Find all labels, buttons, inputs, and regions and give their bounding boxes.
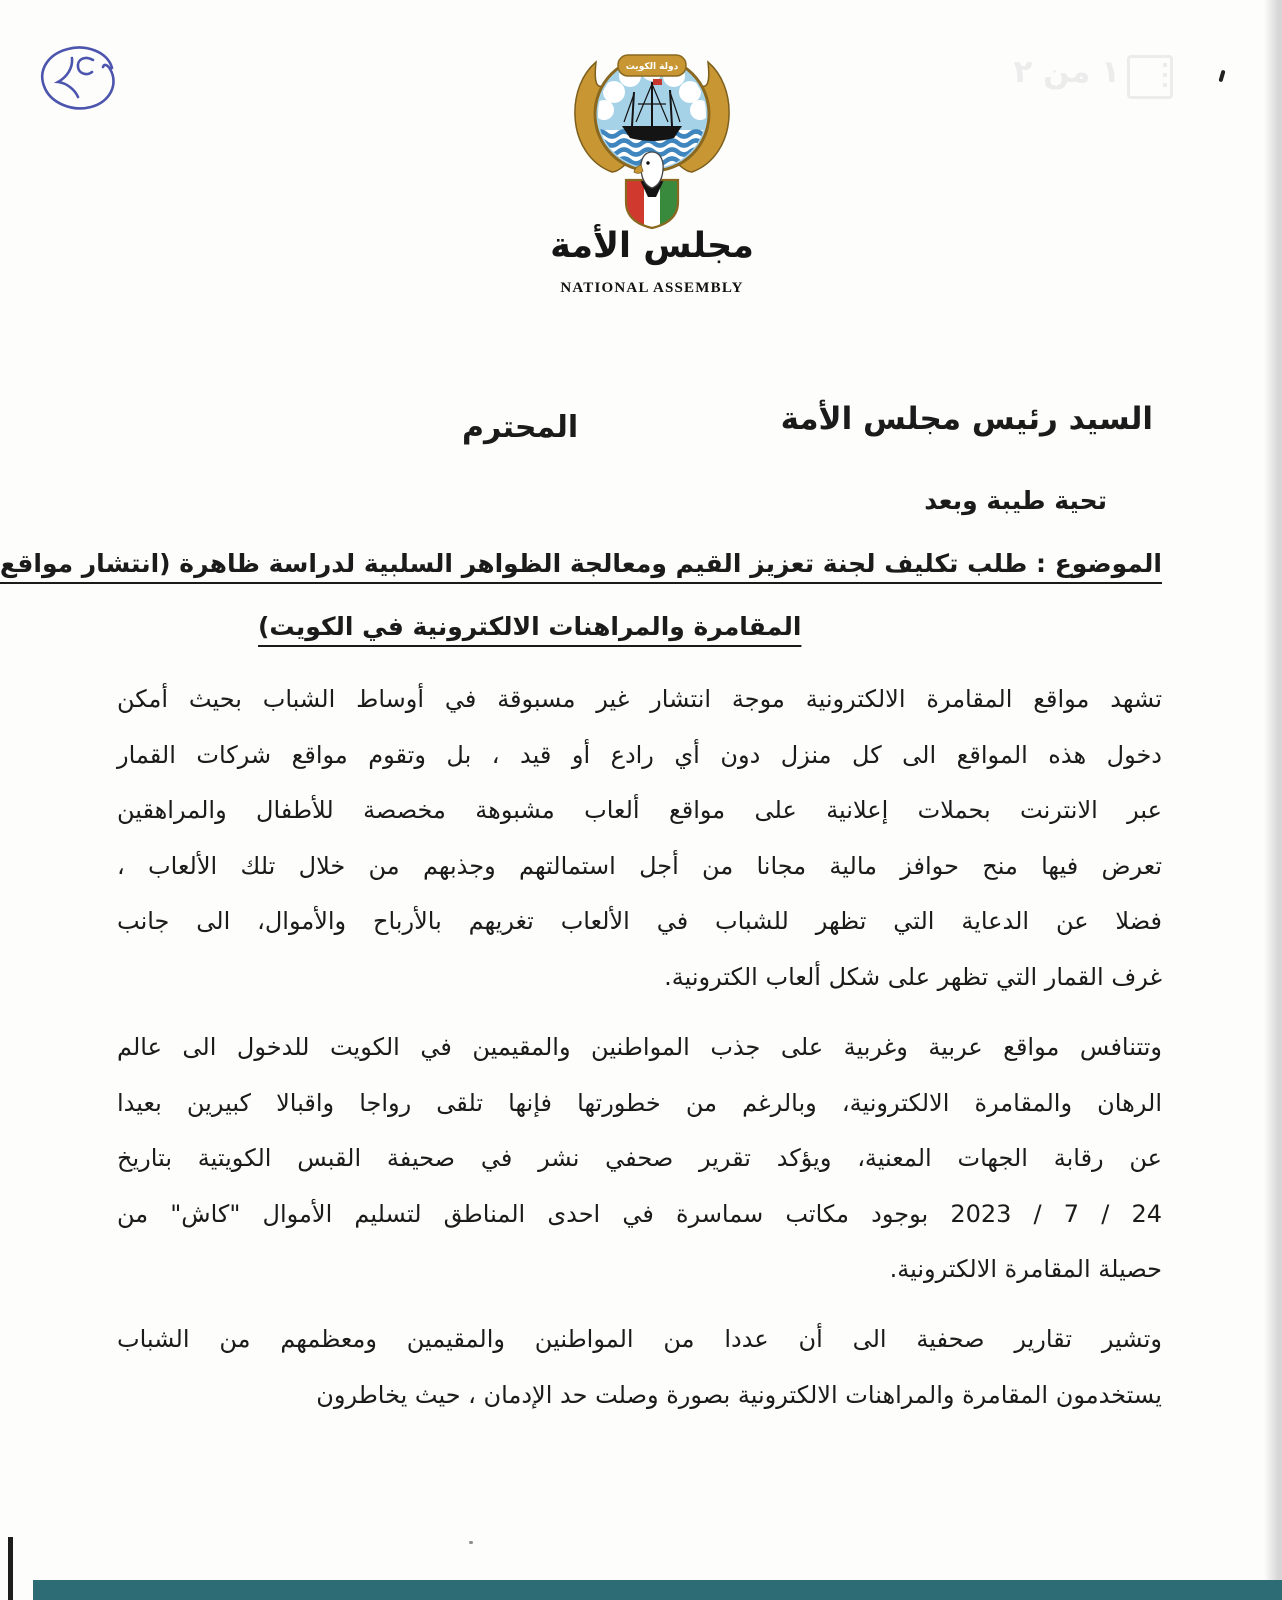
paragraph-3	[117, 1312, 1162, 1423]
body-line: دخول هذه المواقع الى كل منزل دون أي رادع أو قيد ، بل وتقوم مواقع شركات القمار	[117, 740, 1162, 769]
subject-line-1: الموضوع : طلب تكليف لجنة تعزيز القيم ومعالجة الظواهر السلبية لدراسة ظاهرة (انتشار مواقع	[0, 549, 1162, 578]
page-number-watermark: ١ من ٢	[1013, 54, 1120, 90]
org-name-english: NATIONAL ASSEMBLY	[560, 280, 744, 296]
org-name-arabic-calligraphy: مجلس الأمة	[550, 226, 754, 266]
kuwait-national-assembly-emblem-icon	[552, 34, 752, 234]
emblem-banner-text: دولة الكويت	[625, 62, 679, 72]
scan-edge-line	[8, 1537, 13, 1600]
greeting-line: تحية طيبة وبعد	[924, 486, 1107, 515]
scan-edge-shadow	[1264, 0, 1282, 1600]
scan-speck	[469, 1541, 473, 1544]
body-line: حصيلة المقامرة الالكترونية.	[889, 1255, 1162, 1283]
ink-speck	[1218, 70, 1225, 83]
body-line: تعرض فيها منح حوافز مالية مجانا من أجل استمالتهم وجذبهم من خلال تلك الألعاب ،	[117, 851, 1162, 880]
body-line: تشهد مواقع المقامرة الالكترونية موجة انتشار غير مسبوقة في أوساط الشباب بحيث أمكن	[117, 685, 1162, 713]
body-line: 24 / 7 / 2023 بوجود مكاتب سماسرة في احدى المناطق لتسليم الأموال "كاش" من	[117, 1199, 1163, 1228]
honorific: المحترم	[462, 410, 579, 445]
paragraph-2	[117, 1020, 1162, 1298]
body-line: غرف القمار التي تظهر على شكل ألعاب الكترونية.	[664, 962, 1162, 991]
subject-line-2: المقامرة والمراهنات الالكترونية في الكويت)	[258, 612, 802, 641]
document-watermark-icon	[1127, 55, 1173, 99]
footer-teal-bar	[33, 1580, 1282, 1600]
paragraph-1	[117, 672, 1162, 1005]
body-line: عن رقابة الجهات المعنية، ويؤكد تقرير صحفي نشر في صحيفة القبس الكويتية بتاريخ	[117, 1144, 1162, 1172]
recipient-line: السيد رئيس مجلس الأمة	[780, 401, 1153, 437]
body-line: يستخدمون المقامرة والمراهنات الالكترونية بصورة وصلت حد الإدمان ، حيث يخاطرون	[316, 1380, 1162, 1409]
body-line: الرهان والمقامرة الالكترونية، وبالرغم من خطورتها فإنها تلقى رواجا واقبالا كبيرين بعيدا	[117, 1088, 1162, 1117]
handwritten-circled-mark	[20, 24, 130, 116]
body-line: فضلا عن الدعاية التي تظهر للشباب في الألعاب تغريهم بالأرباح والأموال، الى جانب	[117, 907, 1162, 935]
body-line: وتتنافس مواقع عربية وغربية على جذب المواطنين والمقيمين في الكويت للدخول الى عالم	[117, 1033, 1162, 1061]
body-line: وتشير تقارير صحفية الى أن عددا من المواطنين والمقيمين ومعظمهم من الشباب	[117, 1325, 1162, 1353]
body-line: عبر الانترنت بحملات إعلانية على مواقع ألعاب مشبوهة مخصصة للأطفال والمراهقين	[117, 796, 1162, 824]
